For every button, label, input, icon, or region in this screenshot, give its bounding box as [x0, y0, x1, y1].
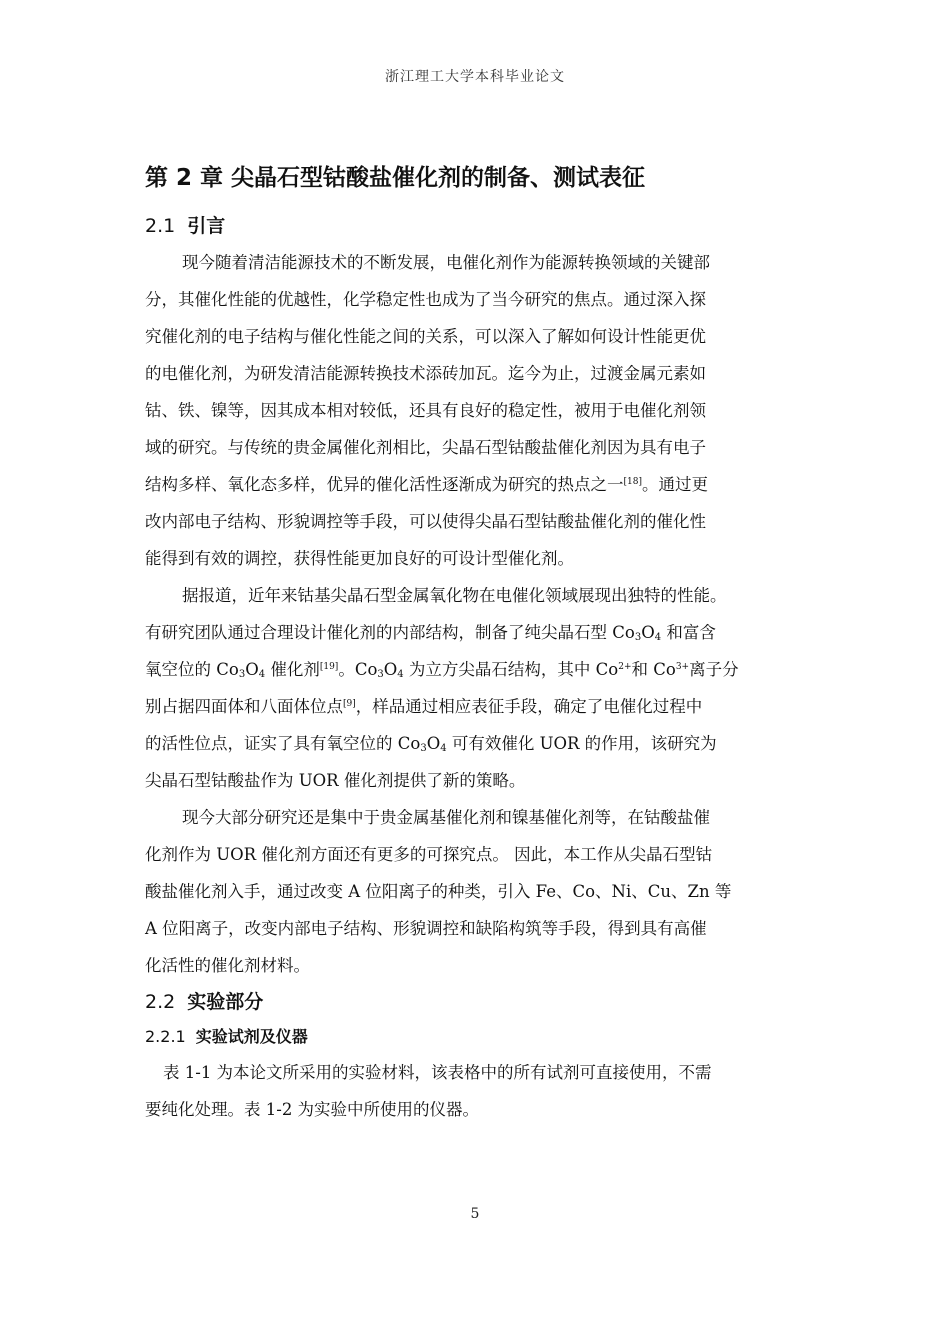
subscript: 4 — [654, 632, 662, 643]
section-number: 2.1 — [145, 215, 176, 237]
text-run: 的活性位点，证实了具有氧空位的 Co — [145, 734, 421, 753]
running-header: 浙江理工大学本科毕业论文 — [385, 69, 565, 85]
text-run: O — [245, 660, 259, 679]
paragraph-4 — [145, 1054, 805, 1128]
section-heading-experiment — [145, 984, 805, 1020]
paragraph-3 — [145, 799, 805, 984]
text-run: 。通过更 — [641, 475, 708, 494]
text-run: 和富含 — [661, 623, 716, 642]
text-line: 据报道，近年来钴基尖晶石型金属氧化物在电催化领域展现出独特的性能。 — [182, 586, 727, 605]
text-line: 化活性的催化剂材料。 — [145, 956, 310, 975]
text-line: 现今大部分研究还是集中于贵金属基催化剂和镍基催化剂等，在钴酸盐催 — [182, 808, 710, 827]
paragraph-2 — [145, 577, 805, 799]
text-run: 离子分 — [689, 660, 739, 679]
citation-ref: [19] — [319, 662, 339, 672]
text-line — [145, 688, 805, 725]
section-title: 实验部分 — [187, 991, 264, 1013]
subscript: 3 — [377, 669, 384, 680]
text-line: 酸盐催化剂入手，通过改变 A 位阳离子的种类，引入 Fe、Co、Ni、Cu、Zn 等 — [145, 882, 732, 901]
subscript: 4 — [397, 669, 404, 680]
text-run: 结构多样、氧化态多样，优异的催化活性逐渐成为研究的热点之一 — [145, 475, 624, 494]
subsection-number: 2.2.1 — [145, 1027, 186, 1046]
text-line: 能得到有效的调控，获得性能更加良好的可设计型催化剂。 — [145, 549, 574, 568]
section-number: 2.2 — [145, 991, 176, 1013]
text-run: 有研究团队通过合理设计催化剂的内部结构，制备了纯尖晶石型 Co — [145, 623, 635, 642]
text-line: 钴、铁、镍等，因其成本相对较低，还具有良好的稳定性，被用于电催化剂领 — [145, 401, 706, 420]
text-run: 别占据四面体和八面体位点 — [145, 697, 343, 716]
subscript: 3 — [634, 632, 642, 643]
text-line: A 位阳离子，改变内部电子结构、形貌调控和缺陷构筑等手段，得到具有高催 — [145, 919, 707, 938]
text-line: 的电催化剂，为研发清洁能源转换技术添砖加瓦。迄今为止，过渡金属元素如 — [145, 364, 706, 383]
text-line: 表 1-1 为本论文所采用的实验材料，该表格中的所有试剂可直接使用，不需 — [163, 1063, 712, 1082]
page-body — [145, 160, 805, 1128]
text-line: 域的研究。与传统的贵金属催化剂相比，尖晶石型钴酸盐催化剂因为具有电子 — [145, 438, 706, 457]
text-run: 为立方尖晶石结构，其中 Co — [403, 660, 619, 679]
citation-ref: [9] — [343, 699, 356, 709]
text-run: O — [641, 623, 655, 642]
subscript: 4 — [440, 743, 447, 754]
text-line — [145, 614, 805, 651]
text-line: 尖晶石型钴酸盐作为 UOR 催化剂提供了新的策略。 — [145, 771, 526, 790]
page-number: 5 — [470, 1206, 480, 1222]
citation-ref: [18] — [623, 477, 642, 487]
text-line: 究催化剂的电子结构与催化性能之间的关系，可以深入了解如何设计性能更优 — [145, 327, 706, 346]
section-heading-intro — [145, 208, 805, 244]
section-title: 引言 — [187, 215, 226, 237]
superscript: 3+ — [675, 662, 690, 672]
chapter-title: 第 2 章 尖晶石型钴酸盐催化剂的制备、测试表征 — [145, 165, 646, 191]
text-run: ，样品通过相应表征手段，确定了电催化过程中 — [355, 697, 703, 716]
subscript: 3 — [238, 669, 246, 680]
subscript: 3 — [420, 743, 427, 754]
text-run: O — [426, 734, 441, 753]
text-line: 分，其催化性能的优越性，化学稳定性也成为了当今研究的焦点。通过深入探 — [145, 290, 706, 309]
text-line — [145, 725, 805, 762]
subsection-heading-reagents — [145, 1020, 805, 1054]
text-run: 氧空位的 Co — [145, 660, 239, 679]
text-line — [145, 466, 805, 503]
text-run: 催化剂 — [265, 660, 320, 679]
superscript: 2+ — [618, 662, 632, 672]
subsection-title: 实验试剂及仪器 — [195, 1027, 308, 1046]
text-line: 要纯化处理。表 1-2 为实验中所使用的仪器。 — [145, 1100, 480, 1119]
text-line: 改内部电子结构、形貌调控等手段，可以使得尖晶石型钴酸盐催化剂的催化性 — [145, 512, 706, 531]
text-run: 和 Co — [631, 660, 676, 679]
text-line: 现今随着清洁能源技术的不断发展，电催化剂作为能源转换领域的关键部 — [182, 253, 710, 272]
text-line — [145, 651, 805, 688]
paragraph-1 — [145, 244, 805, 577]
subscript: 4 — [258, 669, 266, 680]
text-run: 。Co — [338, 660, 378, 679]
text-run: 可有效催化 UOR 的作用，该研究为 — [446, 734, 717, 753]
text-line: 化剂作为 UOR 催化剂方面还有更多的可探究点。 因此，本工作从尖晶石型钴 — [145, 845, 713, 864]
text-run: O — [383, 660, 398, 679]
